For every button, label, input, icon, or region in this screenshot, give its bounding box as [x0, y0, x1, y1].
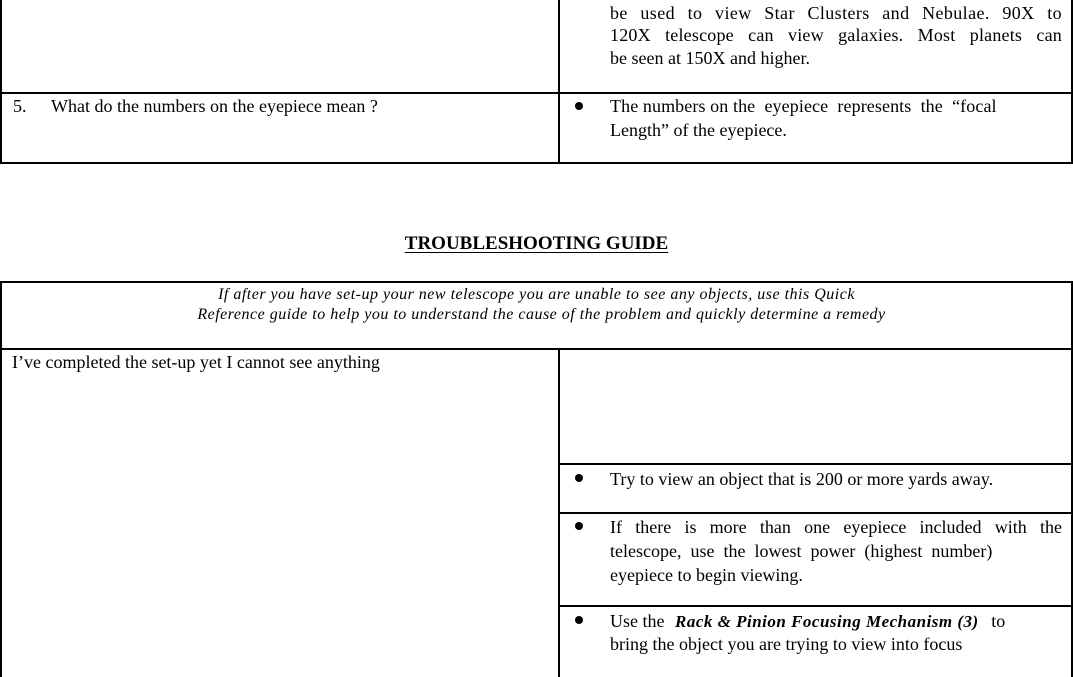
faq-answer-line: 120X telescope can view galaxies. Most planets can [610, 25, 1062, 45]
intro-line: If after you have set-up your new telescope you are unable to see any objects, use this Quick [218, 286, 855, 303]
bullet [575, 522, 583, 530]
remedy-line: bring the object you are trying to view into focus [610, 634, 963, 654]
table-border [558, 512, 1073, 514]
table-border [558, 605, 1073, 607]
table-border [0, 281, 1073, 283]
table-border [0, 281, 2, 677]
problem-text: I’ve completed the set-up yet I cannot see anything [12, 352, 380, 372]
remedy-text: Try to view an object that is 200 or more yards away. [610, 469, 994, 489]
remedy-line [610, 609, 1062, 634]
table-border [0, 162, 1073, 164]
table-border [0, 0, 2, 164]
faq-answer-line: be seen at 150X and higher. [610, 48, 810, 68]
faq-answer-line: be used to view Star Clusters and Nebulae. 90X to [610, 3, 1062, 23]
remedy-line: eyepiece to begin viewing. [610, 565, 803, 585]
remedy-prefix: Use the [610, 611, 665, 631]
bullet [575, 474, 583, 482]
faq-answer-line: The numbers on the eyepiece represents the “focal [610, 96, 997, 116]
bullet [575, 616, 583, 624]
remedy-line: If there is more than one eyepiece included with the [610, 517, 1062, 537]
remedy-line: telescope, use the lowest power (highest number) [610, 541, 993, 561]
table-border [558, 463, 1073, 465]
faq-question-number: 5. [13, 96, 27, 116]
bullet [575, 102, 583, 110]
faq-question: What do the numbers on the eyepiece mean ? [51, 96, 378, 116]
remedy-emphasis: Rack & Pinion Focusing Mechanism (3) [674, 612, 979, 631]
section-heading: TROUBLESHOOTING GUIDE [404, 233, 669, 254]
intro-line: Reference guide to help you to understand the cause of the problem and quickly determine a remedy [197, 306, 886, 323]
remedy-suffix: to [991, 611, 1006, 631]
faq-answer-line: Length” of the eyepiece. [610, 120, 787, 140]
table-border [558, 0, 560, 164]
